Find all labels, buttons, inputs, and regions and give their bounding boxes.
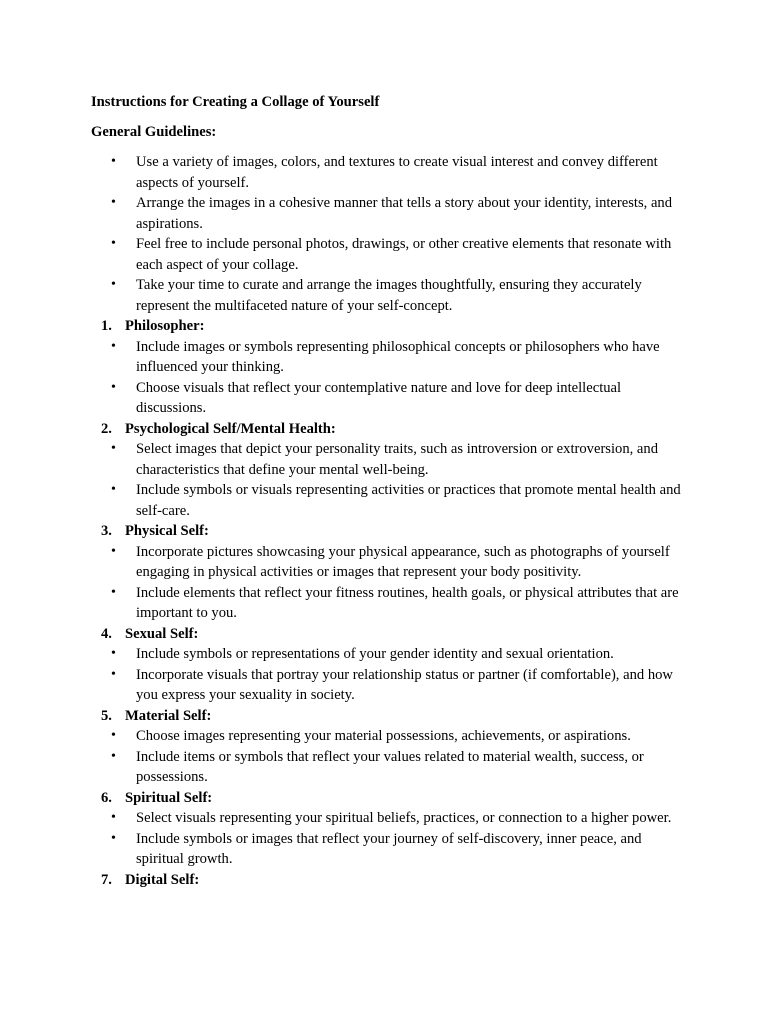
section-number: 3. [101, 523, 112, 539]
section-title: Sexual Self: [125, 625, 199, 642]
list-item-text: Include symbols or visuals representing activities or practices that promote mental health and self-care. [136, 482, 681, 519]
list-item [91, 193, 683, 234]
bullet-icon: • [111, 195, 116, 210]
section-title: Philosopher: [125, 318, 205, 334]
list-item [91, 152, 683, 193]
section-title: Digital Self: [125, 871, 200, 888]
list-item-text: Include elements that reflect your fitness routines, health goals, or physical attributes that are important to you. [136, 584, 679, 621]
list-item-text: Choose visuals that reflect your contemplative nature and love for deep intellectual discussions. [136, 379, 622, 416]
list-item [91, 665, 683, 706]
section-list-psychological-self [91, 439, 683, 521]
section-number: 2. [101, 420, 112, 437]
section-heading-physical-self [91, 521, 683, 542]
bullet-icon: • [111, 584, 116, 600]
section-heading-psychological-self [91, 419, 683, 440]
section-number: 1. [101, 318, 112, 334]
bullet-icon: • [111, 236, 116, 251]
document-title: Instructions for Creating a Collage of Yourself [91, 94, 380, 110]
list-item [91, 644, 683, 665]
document-body [91, 92, 683, 890]
bullet-icon: • [111, 379, 116, 395]
list-item-text: Include symbols or images that reflect your journey of self-discovery, inner peace, and spiritual growth. [136, 830, 642, 867]
bullet-icon: • [111, 277, 116, 292]
list-item [91, 726, 683, 747]
bullet-icon: • [111, 830, 116, 846]
list-item [91, 439, 683, 480]
bullet-icon: • [111, 154, 116, 169]
section-title: Spiritual Self: [125, 789, 213, 806]
section-number: 6. [101, 789, 112, 806]
section-heading-sexual-self [91, 624, 683, 645]
bullet-icon: • [111, 543, 116, 559]
section-heading-material-self [91, 706, 683, 727]
list-item-text: Incorporate pictures showcasing your physical appearance, such as photographs of yourself engaging in physical activities or images that represent your body positivity. [136, 543, 670, 580]
bullet-icon: • [111, 666, 116, 682]
bullet-icon: • [111, 810, 116, 825]
section-list-sexual-self [91, 644, 683, 706]
section-heading-philosopher [91, 316, 683, 337]
list-item-text: Use a variety of images, colors, and textures to create visual interest and convey different aspects of yourself. [136, 154, 658, 191]
list-item-text: Include items or symbols that reflect your values related to material wealth, success, or possessions. [136, 748, 644, 785]
bullet-icon: • [111, 482, 116, 497]
bullet-icon: • [111, 646, 116, 661]
section-list-spiritual-self [91, 808, 683, 870]
list-item-text: Include images or symbols representing philosophical concepts or philosophers who have influenced your thinking. [136, 338, 660, 375]
list-item-text: Include symbols or representations of your gender identity and sexual orientation. [136, 646, 614, 662]
list-item-text: Arrange the images in a cohesive manner that tells a story about your identity, interests, and aspirations. [136, 195, 673, 232]
bullet-icon: • [111, 441, 116, 456]
section-list-material-self [91, 726, 683, 788]
list-item [91, 747, 683, 788]
list-item [91, 480, 683, 521]
list-item-text: Choose images representing your material possessions, achievements, or aspirations. [136, 728, 631, 744]
list-item [91, 829, 683, 870]
section-title: Material Self: [125, 707, 212, 724]
section-number: 5. [101, 707, 112, 724]
section-list-physical-self [91, 542, 683, 624]
list-item [91, 337, 683, 378]
list-item [91, 378, 683, 419]
section-title: Psychological Self/Mental Health: [125, 420, 336, 437]
list-item-text: Feel free to include personal photos, drawings, or other creative elements that resonate with each aspect of your collage. [136, 236, 672, 273]
general-guidelines-list [91, 152, 683, 316]
list-item-text: Take your time to curate and arrange the images thoughtfully, ensuring they accurately represent the multifaceted nature of your self-concept. [136, 277, 642, 314]
list-item [91, 808, 683, 829]
general-guidelines-heading: General Guidelines: [91, 123, 217, 140]
section-list-philosopher [91, 337, 683, 419]
section-number: 4. [101, 625, 112, 642]
bullet-icon: • [111, 748, 116, 764]
bullet-icon: • [111, 728, 116, 743]
section-heading-spiritual-self [91, 788, 683, 809]
list-item-text: Incorporate visuals that portray your relationship status or partner (if comfortable), and how you express your sexuality in society. [136, 666, 673, 703]
section-number: 7. [101, 871, 112, 888]
bullet-icon: • [111, 338, 116, 354]
list-item [91, 275, 683, 316]
list-item [91, 583, 683, 624]
section-heading-digital-self [91, 870, 683, 891]
list-item [91, 542, 683, 583]
list-item-text: Select images that depict your personality traits, such as introversion or extroversion, and characteristics that define your mental well-being. [136, 441, 658, 478]
list-item-text: Select visuals representing your spiritual beliefs, practices, or connection to a higher power. [136, 810, 672, 826]
list-item [91, 234, 683, 275]
section-title: Physical Self: [125, 523, 209, 539]
